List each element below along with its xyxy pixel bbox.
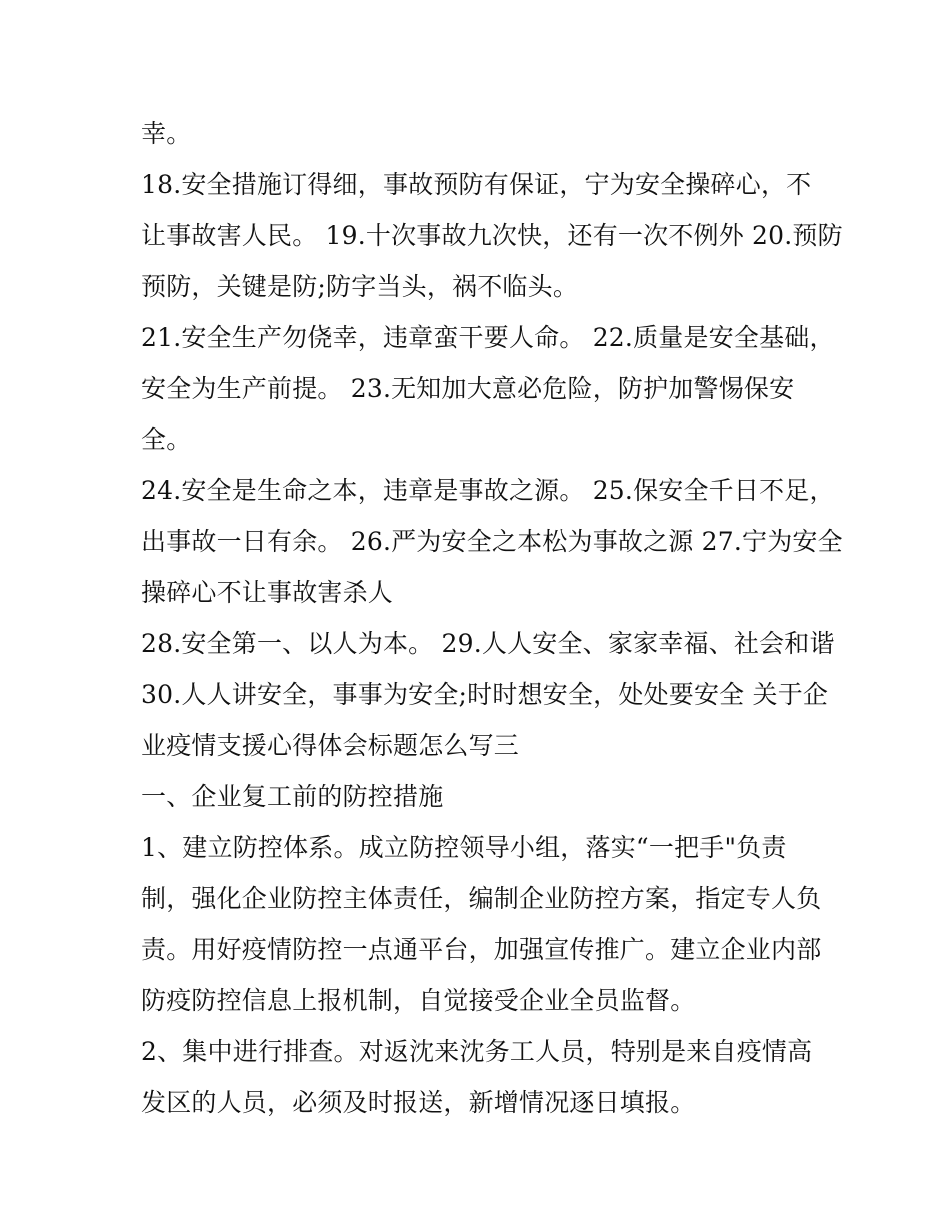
text-line: 21.安全生产勿侥幸，违章蛮干要人命。 22.质量是安全基础， — [141, 323, 835, 352]
section-heading: 一、企业复工前的防控措施 — [141, 782, 444, 811]
text-line: 防疫防控信息上报机制，自觉接受企业全员监督。 — [141, 986, 696, 1015]
text-line: 全。 — [141, 425, 192, 454]
text-line: 1、建立防控体系。成立防控领导小组，落实“一把手"负责 — [141, 833, 787, 862]
text-line: 28.安全第一、以人为本。 29.人人安全、家家幸福、社会和谐 — [141, 629, 835, 658]
text-line: 24.安全是生命之本，违章是事故之源。 25.保安全千日不足， — [141, 476, 835, 505]
text-line: 18.安全措施订得细，事故预防有保证，宁为安全操碎心，不 — [141, 170, 812, 199]
text-line: 业疫情支援心得体会标题怎么写三 — [141, 731, 520, 760]
text-line: 2、集中进行排查。对返沈来沈务工人员，特别是来自疫情高 — [141, 1037, 813, 1066]
text-line: 制，强化企业防控主体责任，编制企业防控方案，指定专人负 — [141, 884, 822, 913]
text-line: 安全为生产前提。 23.无知加大意必危险，防护加警惕保安 — [141, 374, 795, 403]
text-line: 让事故害人民。 19.十次事故九次快，还有一次不例外 20.预防 — [141, 221, 843, 250]
text-line: 责。用好疫情防控一点通平台，加强宣传推广。建立企业内部 — [141, 935, 822, 964]
text-line: 预防，关键是防;防字当头，祸不临头。 — [141, 272, 579, 301]
text-line: 发区的人员，必须及时报送，新增情况逐日填报。 — [141, 1088, 696, 1117]
text-line: 幸。 — [141, 119, 192, 148]
document-body — [141, 108, 843, 1128]
text-line: 30.人人讲安全，事事为安全;时时想安全，处处要安全 关于企 — [141, 680, 829, 709]
text-line: 操碎心不让事故害杀人 — [141, 578, 394, 607]
text-line: 出事故一日有余。 26.严为安全之本松为事故之源 27.宁为安全 — [141, 527, 843, 556]
